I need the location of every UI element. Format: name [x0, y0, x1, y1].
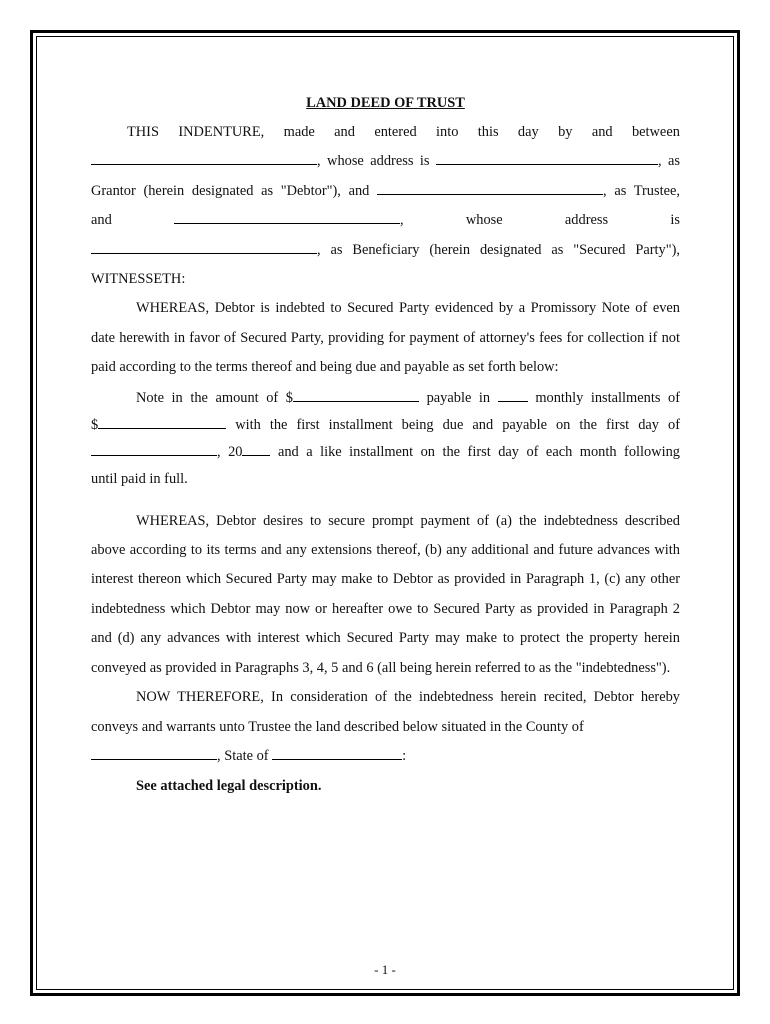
- word: this: [477, 124, 499, 140]
- note-line-4: until paid in full.: [91, 470, 188, 487]
- word: and: [591, 124, 613, 140]
- parties-line-3: Grantor (herein designated as "Debtor"), and , as Trustee,: [91, 177, 680, 206]
- document-title: LAND DEED OF TRUST: [306, 95, 465, 111]
- county-state-line: , State of :: [91, 742, 680, 771]
- beneficiary-address-blank[interactable]: [91, 237, 317, 254]
- now-therefore-paragraph: NOW THEREFORE, In consideration of the indebtedness herein recited, Debtor hereby conveys and warrants unto Trustee the land described below situated in the County of: [91, 689, 680, 735]
- first-installment-month-blank[interactable]: [91, 439, 217, 456]
- note-terms: [91, 385, 680, 493]
- word: by: [558, 124, 573, 140]
- county-blank[interactable]: [91, 743, 217, 760]
- year-blank[interactable]: [242, 439, 270, 456]
- page-number: - 1 -: [374, 962, 396, 977]
- beneficiary-name-blank[interactable]: [174, 207, 400, 224]
- word: and: [334, 124, 355, 140]
- parties-line-4: and , whose address is: [91, 206, 680, 235]
- trustee-name-blank[interactable]: [377, 178, 603, 195]
- parties-line-1: [91, 118, 680, 147]
- whereas-secure-paragraph: WHEREAS, Debtor desires to secure prompt payment of (a) the indebtedness described above according to its terms and any extensions thereof, (b) any additional and future advances with interest thereon which Secured Party may make to Debtor as provided in Paragraph 1, (c) any other indebtedness which Debtor may now or hereafter owe to Secured Party as provided in Paragraph 2 and (d) any advances with interest which Secured Party may make to protect the property herein conveyed as provided in Paragraphs 3, 4, 5 and 6 (all being herein referred to as the "indebtedness").: [91, 512, 680, 676]
- word: between: [631, 124, 680, 140]
- note-line-1: Note in the amount of $ payable in monthly installments of: [91, 385, 680, 412]
- installments-count-blank[interactable]: [498, 385, 528, 402]
- document-body: [91, 92, 680, 802]
- whereas-indebted-paragraph: WHEREAS, Debtor is indebted to Secured Party evidenced by a Promissory Note of even date herewith in favor of Secured Party, providing for payment of attorney's fees for collection if not paid according to the terms thereof and being due and payable as set forth below:: [91, 300, 680, 376]
- word: THIS: [127, 124, 159, 140]
- note-line-2: $ with the first installment being due and payable on the first day of: [91, 412, 680, 439]
- word: into: [436, 124, 459, 140]
- word: INDENTURE,: [178, 124, 265, 140]
- note-line-3: , 20 and a like installment on the first day of each month following: [91, 439, 680, 466]
- note-amount-blank[interactable]: [293, 385, 419, 402]
- witnesseth: WITNESSETH:: [91, 271, 186, 288]
- parties-line-5: , as Beneficiary (herein designated as "Secured Party"),: [91, 236, 680, 265]
- installment-amount-blank[interactable]: [98, 412, 226, 429]
- word: entered: [374, 124, 417, 140]
- paragraph-gap: [91, 493, 680, 507]
- word: made: [283, 124, 315, 140]
- debtor-name-blank[interactable]: [91, 148, 317, 165]
- debtor-address-blank[interactable]: [436, 148, 658, 165]
- word: day: [517, 124, 539, 140]
- legal-description-note: See attached legal description.: [136, 778, 322, 795]
- parties-line-2: , whose address is , as: [91, 147, 680, 176]
- state-blank[interactable]: [272, 743, 402, 760]
